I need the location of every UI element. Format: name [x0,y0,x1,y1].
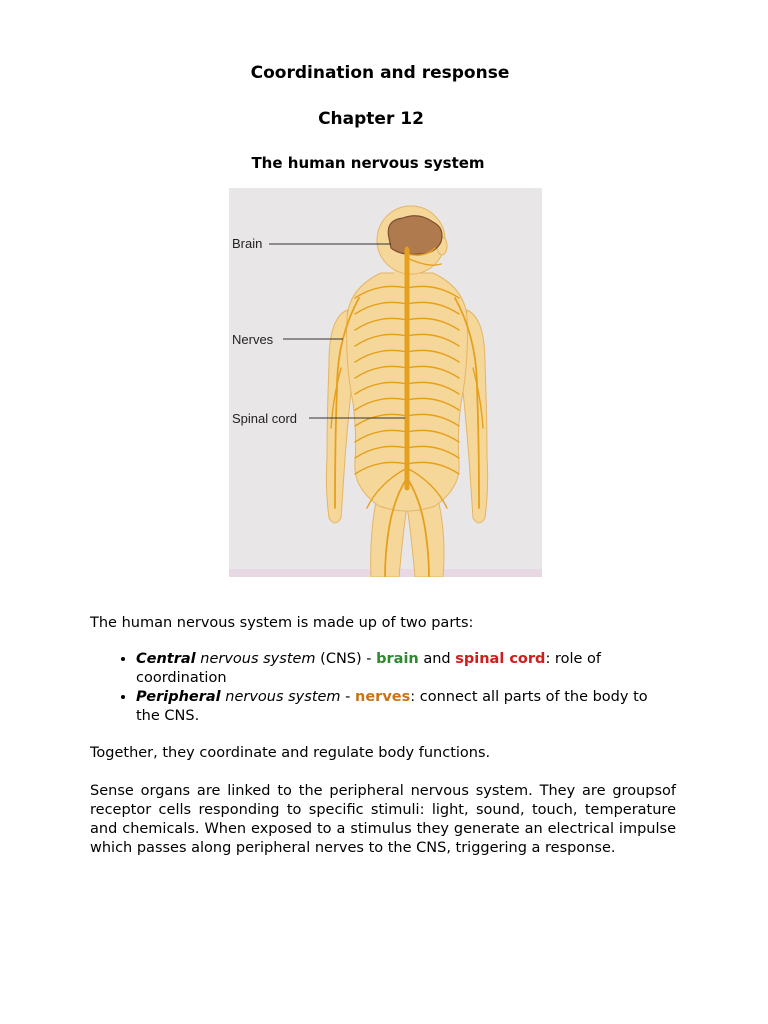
central-mid: (CNS) - [315,651,377,667]
brain-term: brain [376,651,419,667]
central-join: and [418,651,456,667]
central-lead-rest: nervous system [195,651,316,667]
sense-organs-paragraph: Sense organs are linked to the peripheral nervous system. They are groupsof receptor cells responding to specific stimuli: light, sound, touch, temperature and chemicals. When exposed to a stimulus they generate an electrical impulse which passes along peripheral nerves to the CNS, triggering a response. [90,783,676,856]
intro-paragraph: The human nervous system is made up of two parts: [90,615,474,631]
central-tail: : role of coordination [136,651,601,686]
peripheral-lead: Peripheral [136,689,221,705]
spinal-cord-term: spinal cord [455,651,546,667]
chapter-heading: Chapter 12 [318,109,424,129]
brain-label: Brain [232,236,263,251]
together-paragraph: Together, they coordinate and regulate body functions. [90,745,491,761]
peripheral-tail: : connect all parts of the body to the CNS. [136,689,648,724]
central-lead: Central [136,651,196,667]
nerves-label: Nerves [232,332,274,347]
list-item-peripheral [136,688,676,726]
spinal-cord-label: Spinal cord [232,411,298,426]
page-title: Coordination and response [250,63,510,83]
nerves-term: nerves [355,689,411,705]
nervous-system-figure [229,188,542,577]
list-item-central [136,650,676,688]
section-heading: The human nervous system [251,154,485,172]
nervous-system-parts-list [90,650,676,726]
peripheral-mid: - [340,689,356,705]
peripheral-lead-rest: nervous system [220,689,341,705]
